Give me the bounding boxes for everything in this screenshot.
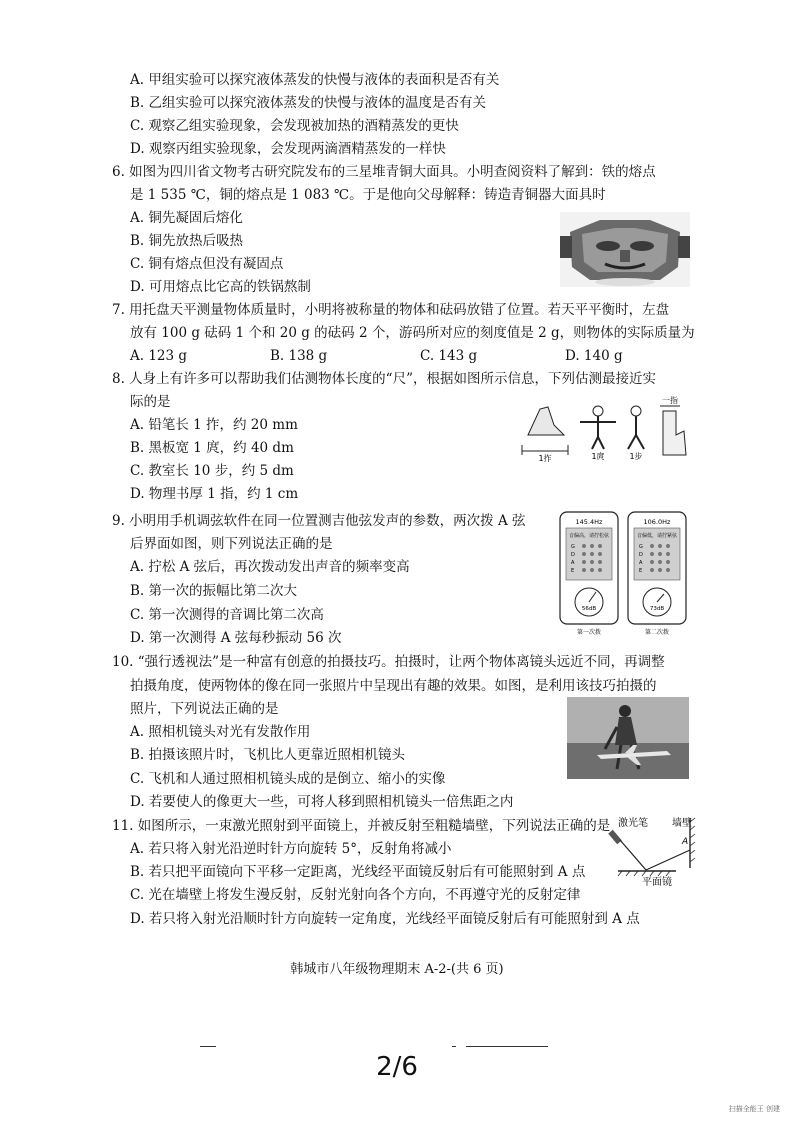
- phone1-letter-d: D: [571, 552, 575, 558]
- q10-stem-line2: 拍摄角度，使两物体的像在同一张照片中呈现出有趣的效果。如图，是利用该技巧拍摄的: [130, 678, 657, 694]
- q6-option-b: B. 铜先放热后吸热: [130, 233, 244, 249]
- q6-stem-line1: 6. 如图为四川省文物考古研究院发布的三星堆青铜大面具。小明查阅资料了解到：铁的熔点: [112, 164, 656, 180]
- divider-dot: [452, 1046, 456, 1047]
- scanner-watermark: 扫描全能王 创建: [728, 1105, 780, 1113]
- q8-option-b: B. 黑板宽 1 庹，约 40 dm: [130, 440, 294, 456]
- divider-right: [466, 1046, 548, 1047]
- phone2-db: 73dB: [649, 606, 665, 612]
- q6-option-c: C. 铜有熔点但没有凝固点: [130, 256, 284, 272]
- q8-stem-line2: 际的是: [130, 394, 171, 410]
- label-zhi: 一指: [662, 396, 678, 405]
- divider-left: [200, 1046, 216, 1047]
- q8-option-c: C. 教室长 10 步，约 5 dm: [130, 463, 294, 479]
- q11-option-a: A. 若只将入射光沿逆时针方向旋转 5°，反射角将减小: [130, 841, 452, 857]
- phone1-caption: 第一次拨: [576, 629, 602, 636]
- label-laser: 激光笔: [618, 818, 648, 829]
- phone1-db: 56dB: [581, 606, 597, 612]
- page-footer: 韩城市八年级物理期末 A-2-(共 6 页): [290, 962, 504, 977]
- q7-option-b: B. 138 g: [270, 348, 328, 364]
- q6-option-a: A. 铜先凝固后熔化: [130, 210, 243, 226]
- laser-mirror-figure: [604, 814, 698, 886]
- q6-option-d: D. 可用熔点比它高的铁锅熬制: [130, 279, 311, 295]
- label-zha: 1拃: [538, 454, 552, 463]
- q5-option-c: C. 观察乙组实验现象，会发现被加热的酒精蒸发的更快: [130, 118, 459, 134]
- page-number: 2/6: [376, 1052, 418, 1082]
- q5-option-d: D. 观察丙组实验现象，会发现两滴酒精蒸发的一样快: [130, 141, 446, 157]
- phone1-letter-g: G: [571, 544, 575, 550]
- q7-option-c: C. 143 g: [420, 348, 478, 364]
- q7-option-d: D. 140 g: [565, 348, 623, 364]
- q10-option-b: B. 拍摄该照片时，飞机比人更靠近照相机镜头: [130, 747, 406, 763]
- q10-option-d: D. 若要使人的像更大一些，可将人移到照相机镜头一倍焦距之内: [130, 794, 514, 810]
- tuner-app-figure: [558, 510, 688, 638]
- label-bu: 1步: [629, 452, 643, 461]
- q8-stem-line1: 8. 人身上有许多可以帮助我们估测物体长度的“尺”，根据如图所示信息，下列估测最接近实: [112, 371, 656, 387]
- body-ruler-figure: [520, 395, 695, 463]
- q6-stem-line2: 是 1 535 ℃，铜的熔点是 1 083 ℃。于是他向父母解释：铸造青铜器大面具时: [130, 187, 606, 203]
- q9-option-b: B. 第一次的振幅比第二次大: [130, 583, 298, 599]
- q9-stem-line1: 9. 小明用手机调弦软件在同一位置测吉他弦发声的参数，两次拨 A 弦: [112, 513, 526, 529]
- q5-option-a: A. 甲组实验可以探究液体蒸发的快慢与液体的表面积是否有关: [130, 72, 500, 88]
- q9-stem-line2: 后界面如图，则下列说法正确的是: [130, 536, 333, 552]
- q10-stem-line1: 10. “强行透视法”是一种富有创意的拍摄技巧。拍摄时，让两个物体离镜头远近不同，再调整: [112, 654, 665, 670]
- phone2-hint: 音偏低，请拧紧弦: [636, 533, 678, 539]
- q11-option-c: C. 光在墙壁上将发生漫反射，反射光射向各个方向，不再遵守光的反射定律: [130, 887, 581, 903]
- q10-option-a: A. 照相机镜头对光有发散作用: [130, 724, 311, 740]
- phone2-caption: 第二次拨: [644, 629, 670, 636]
- q11-option-d: D. 若只将入射光沿顺时针方向旋转一定角度，光线经平面镜反射后有可能照射到 A 点: [130, 911, 640, 927]
- phone1-freq: 145.4Hz: [575, 518, 603, 526]
- q10-option-c: C. 飞机和人通过照相机镜头成的是倒立、缩小的实像: [130, 771, 446, 787]
- label-mirror: 平面镜: [642, 877, 672, 886]
- q9-option-d: D. 第一次测得 A 弦每秒振动 56 次: [130, 630, 342, 646]
- forced-perspective-photo: [567, 697, 689, 779]
- q8-option-a: A. 铅笔长 1 拃，约 20 mm: [130, 417, 298, 433]
- phone2-letter-a: A: [639, 560, 643, 566]
- phone2-freq: 106.0Hz: [643, 518, 671, 526]
- phone2-letter-e: E: [639, 568, 643, 574]
- q7-option-a: A. 123 g: [130, 348, 188, 364]
- q8-option-d: D. 物理书厚 1 指，约 1 cm: [130, 486, 299, 502]
- phone1-letter-e: E: [571, 568, 575, 574]
- q11-option-b: B. 若只把平面镜向下平移一定距离，光线经平面镜反射后有可能照射到 A 点: [130, 864, 586, 880]
- phone2-letter-g: G: [639, 544, 643, 550]
- label-tuo: 1庹: [591, 452, 605, 461]
- label-point-a: A: [682, 837, 689, 847]
- phone1-hint: 音偏高，请拧松弦: [568, 533, 610, 539]
- q7-stem-line1: 7. 用托盘天平测量物体质量时，小明将被称量的物体和砝码放错了位置。若天平平衡时，左盘: [112, 302, 670, 318]
- q7-stem-line2: 放有 100 g 砝码 1 个和 20 g 的砝码 2 个，游码所对应的刻度值是 2 g，则物体的实际质量为: [130, 325, 695, 341]
- q10-stem-line3: 照片，下列说法正确的是: [130, 701, 279, 717]
- bronze-mask-image: [560, 212, 690, 287]
- q9-option-a: A. 拧松 A 弦后，再次拨动发出声音的频率变高: [130, 559, 410, 575]
- phone1-letter-a: A: [571, 560, 575, 566]
- q9-option-c: C. 第一次测得的音调比第二次高: [130, 607, 324, 623]
- phone2-letter-d: D: [639, 552, 643, 558]
- q5-option-b: B. 乙组实验可以探究液体蒸发的快慢与液体的温度是否有关: [130, 95, 487, 111]
- label-wall: 墙壁: [672, 818, 692, 829]
- q11-stem: 11. 如图所示，一束激光照射到平面镜上，并被反射至粗糙墙壁，下列说法正确的是: [112, 818, 611, 834]
